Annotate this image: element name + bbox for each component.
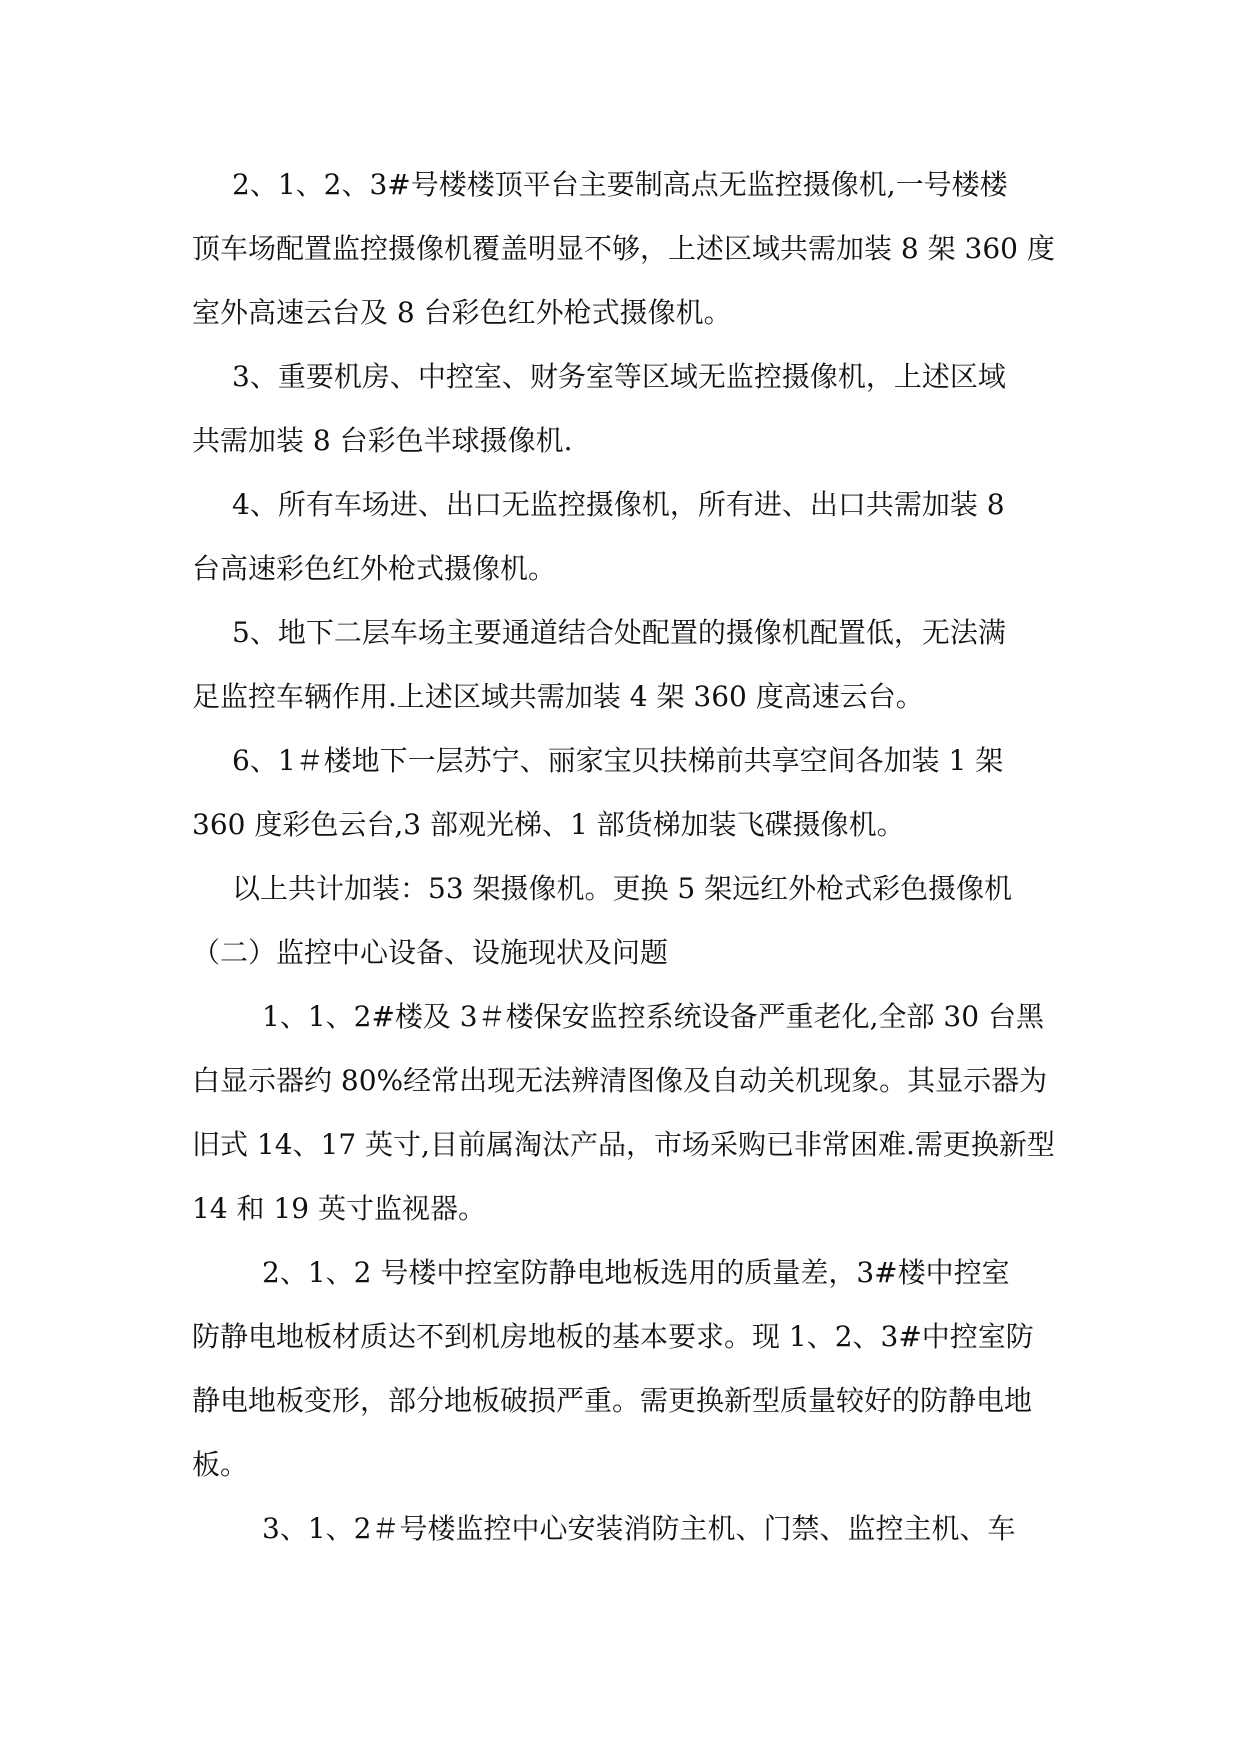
paragraph-line: 室外高速云台及 8 台彩色红外枪式摄像机。 — [192, 296, 732, 329]
paragraph-line: 顶车场配置监控摄像机覆盖明显不够，上述区域共需加装 8 架 360 度 — [192, 232, 1055, 265]
paragraph-line: 共需加装 8 台彩色半球摄像机. — [192, 424, 573, 457]
paragraph-line: 5、地下二层车场主要通道结合处配置的摄像机配置低，无法满 — [232, 616, 1006, 649]
paragraph-line: 6、1＃楼地下一层苏宁、丽家宝贝扶梯前共享空间各加装 1 架 — [232, 744, 1004, 777]
paragraph-line: 以上共计加装：53 架摄像机。更换 5 架远红外枪式彩色摄像机 — [232, 872, 1013, 905]
paragraph-line: 防静电地板材质达不到机房地板的基本要求。现 1、2、3#中控室防 — [192, 1320, 1034, 1353]
paragraph-line: 2、1、2、3#号楼楼顶平台主要制高点无监控摄像机,一号楼楼 — [232, 168, 1008, 201]
paragraph-line: 白显示器约 80%经常出现无法辨清图像及自动关机现象。其显示器为 — [192, 1064, 1048, 1097]
paragraph-line: 360 度彩色云台,3 部观光梯、1 部货梯加装飞碟摄像机。 — [192, 808, 905, 841]
paragraph-line: 14 和 19 英寸监视器。 — [192, 1192, 486, 1225]
paragraph-line: 静电地板变形，部分地板破损严重。需更换新型质量较好的防静电地 — [192, 1384, 1033, 1417]
paragraph-line: 1、1、2#楼及 3＃楼保安监控系统设备严重老化,全部 30 台黑 — [262, 1000, 1044, 1033]
paragraph-line: 旧式 14、17 英寸,目前属淘汰产品，市场采购已非常困难.需更换新型 — [192, 1128, 1055, 1161]
section-heading: （二）监控中心设备、设施现状及问题 — [192, 936, 669, 969]
paragraph-line: 4、所有车场进、出口无监控摄像机，所有进、出口共需加装 8 — [232, 488, 1005, 521]
paragraph-line: 3、重要机房、中控室、财务室等区域无监控摄像机，上述区域 — [232, 360, 1006, 393]
paragraph-line: 足监控车辆作用.上述区域共需加装 4 架 360 度高速云台。 — [192, 680, 924, 713]
paragraph-line: 2、1、2 号楼中控室防静电地板选用的质量差，3#楼中控室 — [262, 1256, 1010, 1289]
paragraph-line: 板。 — [192, 1448, 249, 1481]
paragraph-line: 3、1、2＃号楼监控中心安装消防主机、门禁、监控主机、车 — [262, 1512, 1016, 1545]
paragraph-line: 台高速彩色红外枪式摄像机。 — [192, 552, 557, 585]
